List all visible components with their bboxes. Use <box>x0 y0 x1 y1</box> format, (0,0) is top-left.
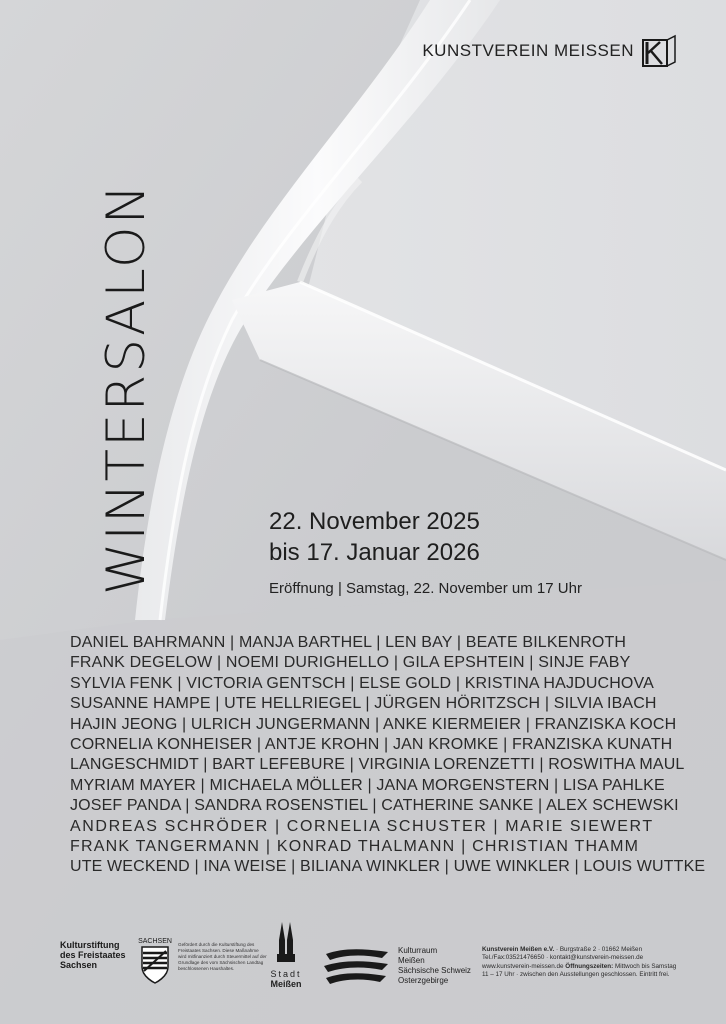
stadt-meissen-logo <box>266 920 306 990</box>
kulturraum-line: Sächsische Schweiz <box>398 966 471 975</box>
brand-name: KUNSTVEREIN MEISSEN <box>422 41 634 60</box>
artist-line: HAJIN JEONG | ULRICH JUNGERMANN | ANKE KIERMEIER | FRANZISKA KOCH <box>70 715 677 733</box>
meissen-label: Meißen <box>270 979 302 989</box>
kunstverein-brand <box>422 34 676 68</box>
artist-line: CORNELIA KONHEISER | ANTJE KROHN | JAN KROMKE | FRANZISKA KUNATH <box>70 736 673 754</box>
artist-line: FRANK DEGELOW | NOEMI DURIGHELLO | GILA EPSHTEIN | SINJE FABY <box>70 654 631 672</box>
kulturraum-line: Kulturraum <box>398 946 438 955</box>
kulturraum-line: Osterzgebirge <box>398 976 449 985</box>
contact-address: · Burgstraße 2 · 01662 Meißen <box>554 946 643 953</box>
meissen-cathedral-icon <box>271 920 301 964</box>
artist-line: DANIEL BAHRMANN | MANJA BARTHEL | LEN BAY | BEATE BILKENROTH <box>70 634 627 651</box>
kulturraum-line: Meißen <box>398 956 425 965</box>
artist-line: MYRIAM MAYER | MICHAELA MÖLLER | JANA MORGENSTERN | LISA PAHLKE <box>70 776 665 794</box>
contact-info <box>482 946 682 980</box>
artist-line: JOSEF PANDA | SANDRA ROSENSTIEL | CATHERINE SANKE | ALEX SCHEWSKI <box>70 797 679 815</box>
artist-line: FRANK TANGERMANN | KONRAD THALMANN | CHRISTIAN THAMM <box>70 838 640 856</box>
date-end: bis 17. Januar 2026 <box>269 539 480 566</box>
kulturraum-logo <box>322 946 392 986</box>
kulturraum-waves-icon <box>322 946 392 986</box>
sachsen-crest-icon <box>138 945 172 985</box>
exhibition-title: WINTERSALON <box>96 182 157 595</box>
artist-line: SYLVIA FENK | VICTORIA GENTSCH | ELSE GOLD | KRISTINA HAJDUCHOVA <box>70 674 654 692</box>
contact-hours-label: Öffnungszeiten: <box>565 962 614 970</box>
sachsen-logo <box>138 938 172 990</box>
contact-hours: Mittwoch bis Samstag 11 – 17 Uhr · zwischen den Ausstellungen geschlossen. Eintritt frei. <box>482 962 677 979</box>
contact-org: Kunstverein Meißen e.V. <box>482 946 555 953</box>
artist-line: LANGESCHMIDT | BART LEFEBURE | VIRGINIA LORENZETTI | ROSWITHA MAUL <box>70 756 685 774</box>
sponsor-strip <box>60 920 680 990</box>
contact-phone: Tel./Fax:03521476650 · kontakt@kunstverein-meissen.de <box>482 954 644 962</box>
funding-note: Gefördert durch die Kulturstiftung des Freistaates Sachsen. Diese Maßnahme wird mitfinanziert durch Steuermittel auf der Grundlage des vom Sächsischen Landtag beschlossenen Haushaltes. <box>178 942 267 971</box>
kulturstiftung-logo: Kulturstiftung des Freistaates Sachsen <box>60 940 126 970</box>
artist-line: UTE WECKEND | INA WEISE | BILIANA WINKLER | UWE WINKLER | LOUIS WUTTKE <box>70 858 706 876</box>
sachsen-label: SACHSEN <box>138 938 172 945</box>
opening-info: Eröffnung | Samstag, 22. November um 17 Uhr <box>269 580 582 597</box>
artist-line: ANDREAS SCHRÖDER | CORNELIA SCHUSTER | MARIE SIEWERT <box>70 817 654 835</box>
kunstverein-logo-icon <box>642 34 676 68</box>
date-start: 22. November 2025 <box>269 508 480 535</box>
stadt-label: Stadt <box>270 969 302 979</box>
contact-web: www.kunstverein-meissen.de <box>482 962 566 970</box>
artist-list <box>70 633 706 878</box>
exhibition-dates <box>269 506 582 597</box>
kulturraum-text <box>398 946 488 986</box>
artist-line: SUSANNE HAMPE | UTE HELLRIEGEL | JÜRGEN HÖRITZSCH | SILVIA IBACH <box>70 695 657 713</box>
